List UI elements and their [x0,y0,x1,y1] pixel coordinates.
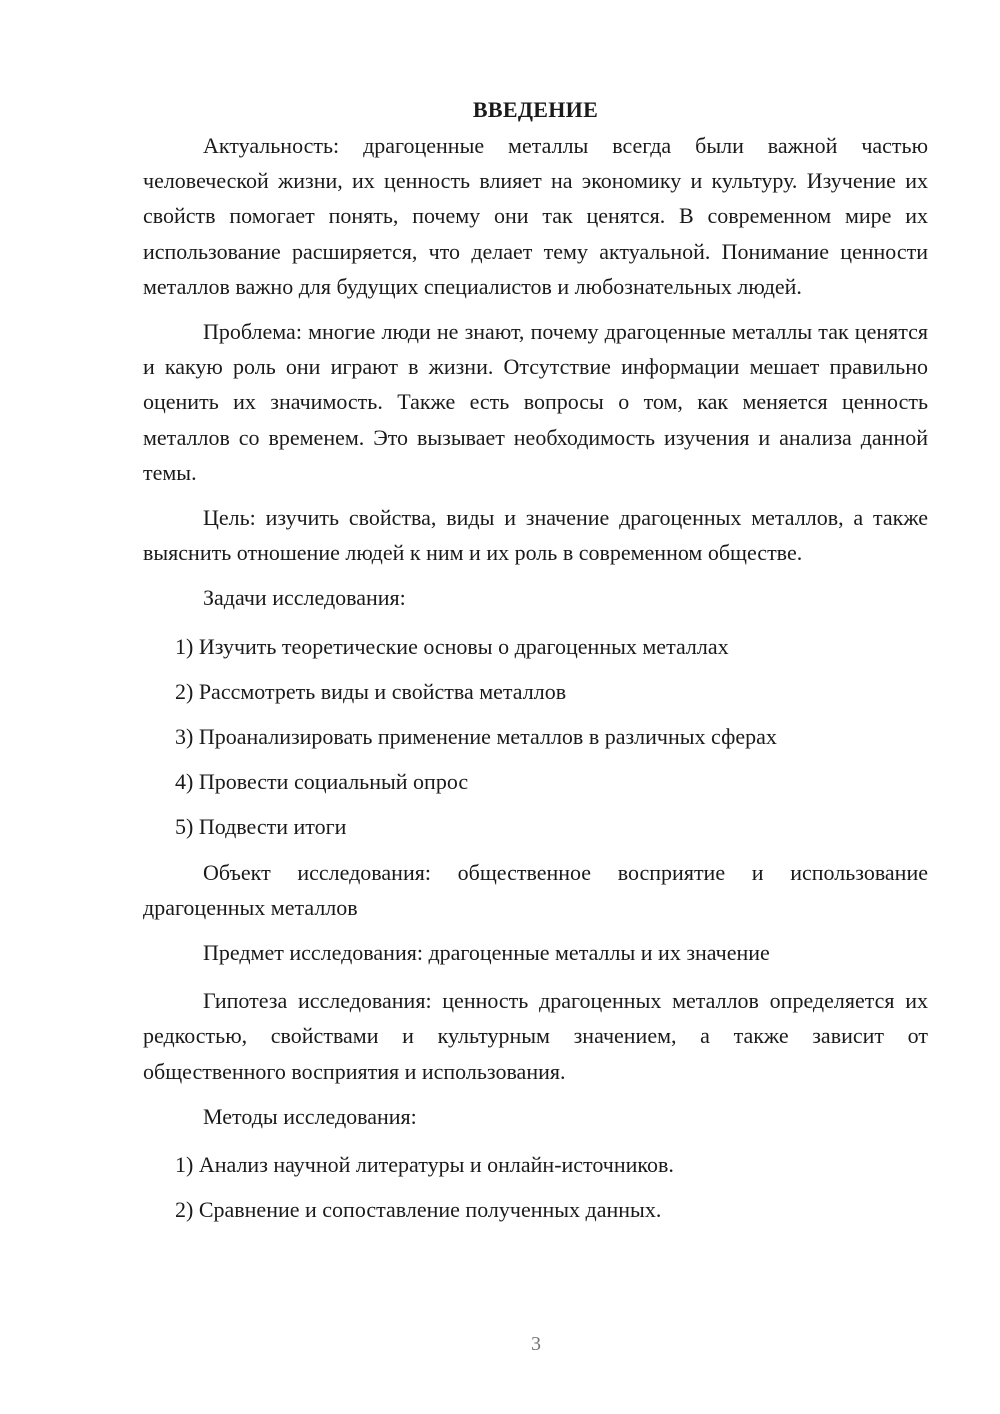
task-item: 2) Рассмотреть виды и свойства металлов [175,678,567,704]
methods-heading: Методы исследования: [203,1103,417,1129]
task-item: 5) Подвести итоги [175,814,347,840]
page-title: ВВЕДЕНИЕ [472,97,599,122]
method-item: 1) Анализ научной литературы и онлайн-источников. [175,1152,674,1178]
subject-paragraph: Предмет исследования: драгоценные металлы и их значение [203,940,770,966]
object-paragraph: Объект исследования: общественное восприятие и использование драгоценных металлов [143,859,928,920]
hypothesis-paragraph: Гипотеза исследования: ценность драгоценных металлов определяется их редкостью, свойствами и культурным значением, а также зависит от общественного восприятия и использования. [143,988,928,1084]
task-item: 4) Провести социальный опрос [175,769,469,795]
page-number: 3 [531,1333,541,1355]
task-item: 3) Проанализировать применение металлов в различных сферах [175,724,777,750]
document-page [143,94,928,1237]
problem-paragraph: Проблема: многие люди не знают, почему драгоценные металлы так ценятся и какую роль они играют в жизни. Отсутствие информации мешает правильно оценить их значимость. Также есть вопросы о том, как меняется ценность металлов со временем. Это вызывает необходимость изучения и анализа данной темы. [143,319,928,485]
relevance-paragraph: Актуальность: драгоценные металлы всегда были важной частью человеческой жизни, их ценность влияет на экономику и культуру. Изучение их свойств помогает понять, почему они так ценятся. В современном мире их использование расширяется, что делает тему актуальной. Понимание ценности металлов важно для будущих специалистов и любознательных людей. [143,133,928,299]
goal-paragraph: Цель: изучить свойства, виды и значение драгоценных металлов, а также выяснить отношение людей к ним и их роль в современном обществе. [143,505,928,566]
method-item: 2) Сравнение и сопоставление полученных данных. [175,1197,662,1223]
tasks-heading: Задачи исследования: [203,585,406,611]
task-item: 1) Изучить теоретические основы о драгоценных металлах [175,633,729,659]
